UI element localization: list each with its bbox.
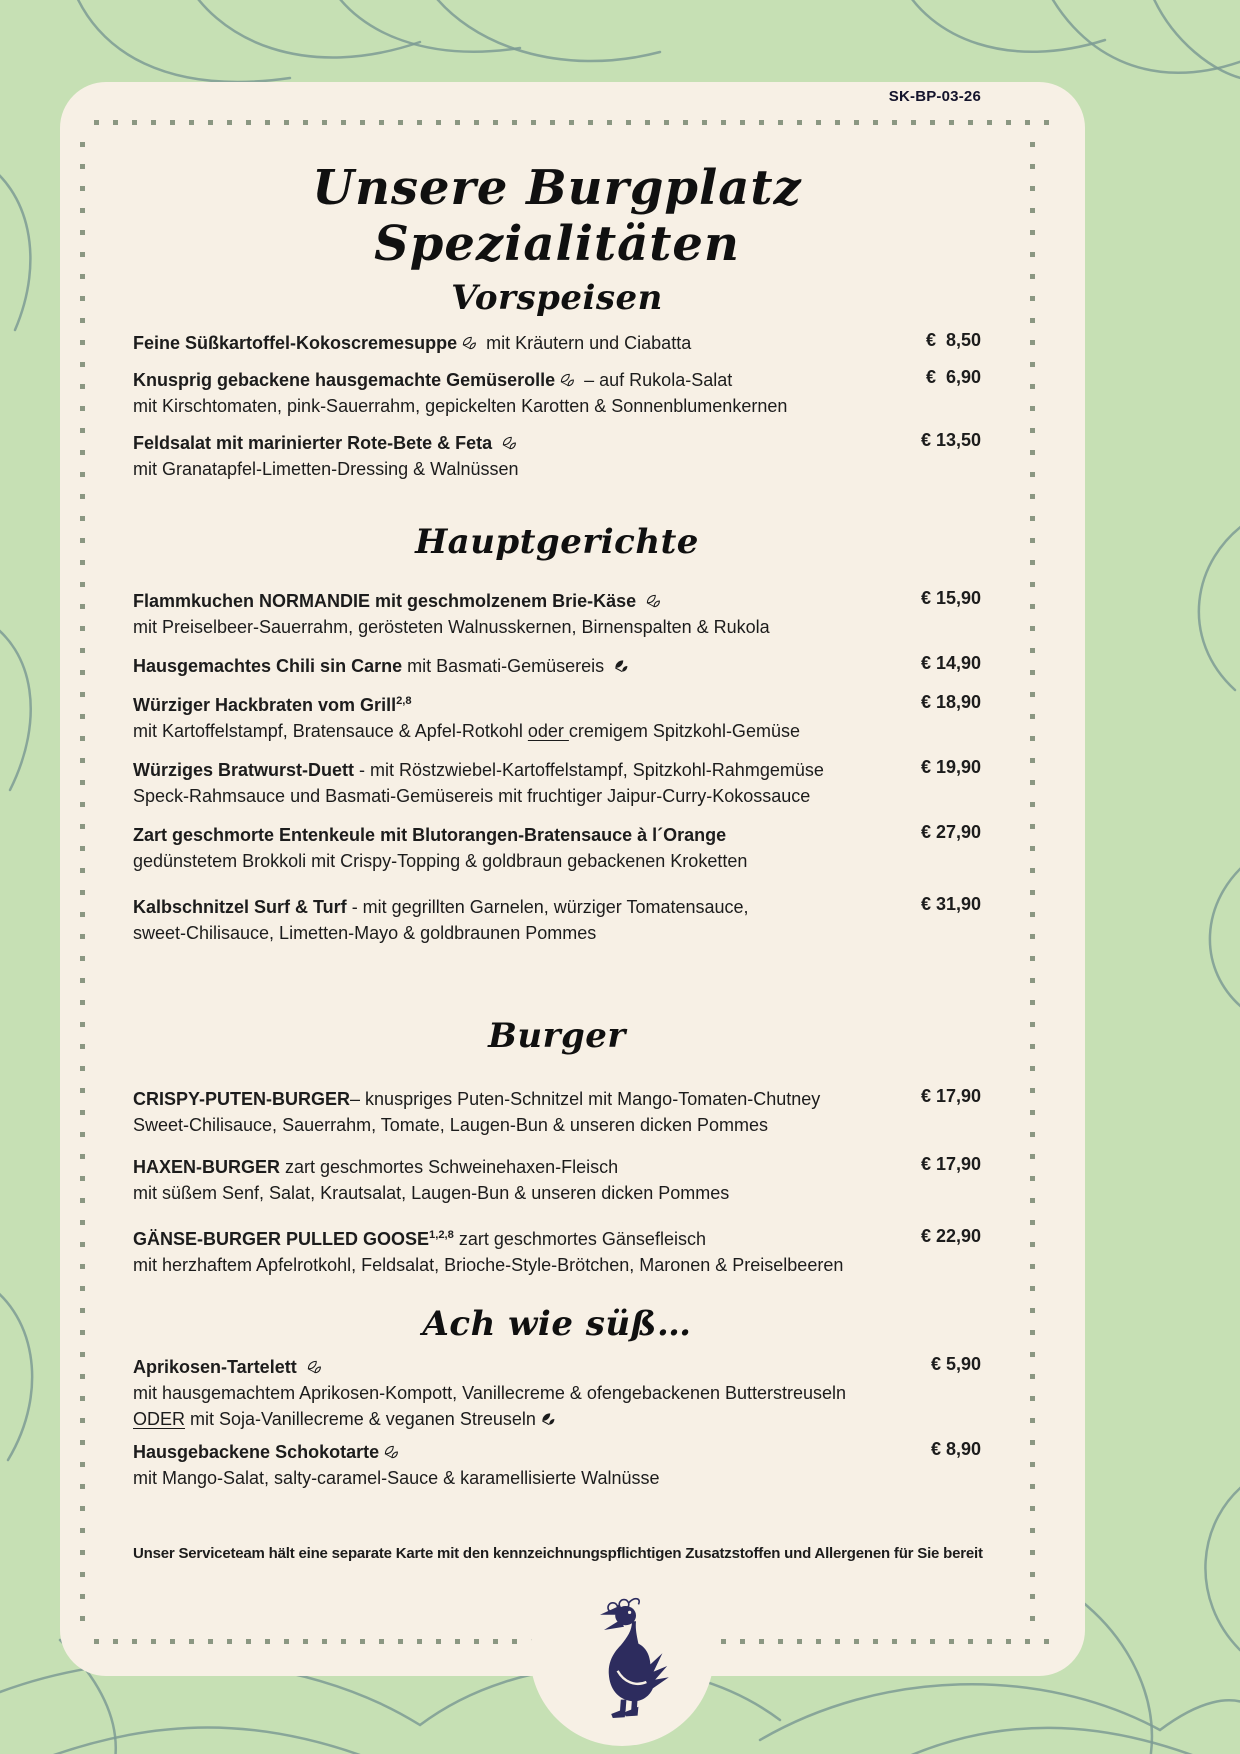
menu-item — [133, 1354, 981, 1432]
item-description: mit Granatapfel-Limetten-Dressing & Walnüssen — [133, 459, 519, 479]
item-description: mit Preiselbeer-Sauerrahm, gerösteten Walnusskernen, Birnenspalten & Rukola — [133, 617, 770, 637]
item-description: ODER mit Soja-Vanillecreme & veganen Streuseln — [133, 1406, 981, 1432]
leaf-filled-icon — [536, 1409, 560, 1429]
leaf-outline-icon — [379, 1442, 403, 1462]
menu-item — [133, 822, 981, 874]
item-description: mit süßem Senf, Salat, Krautsalat, Laugen-Bun & unseren dicken Pommes — [133, 1183, 730, 1203]
menu-item — [133, 1226, 981, 1278]
item-description: mit Kartoffelstampf, Bratensauce & Apfel-Rotkohl oder cremigem Spitzkohl-Gemüse — [133, 721, 800, 741]
menu-item — [133, 430, 981, 482]
item-title: CRISPY-PUTEN-BURGER– knuspriges Puten-Schnitzel mit Mango-Tomaten-Chutney — [133, 1089, 821, 1109]
item-price: € 15,90 — [920, 588, 981, 608]
item-title: Würziges Bratwurst-Duett - mit Röstzwiebel-Kartoffelstampf, Spitzkohl-Rahmgemüse — [133, 760, 824, 780]
dotted-border-left — [80, 142, 85, 1624]
menu-item — [133, 653, 981, 679]
item-price: € 19,90 — [920, 757, 981, 777]
section-heading: Ach wie süß… — [422, 1304, 692, 1344]
item-title: Flammkuchen NORMANDIE mit geschmolzenem Brie-Käse — [133, 588, 981, 614]
item-price: € 17,90 — [920, 1154, 981, 1174]
leaf-filled-icon — [609, 656, 633, 676]
menu-card — [60, 82, 1085, 1676]
section-heading: Hauptgerichte — [415, 522, 699, 562]
dotted-border-right — [1030, 142, 1035, 1624]
leaf-outline-icon — [555, 370, 579, 390]
item-title: Hausgemachtes Chili sin Carne mit Basmati-Gemüsereis — [133, 653, 981, 679]
menu-code: SK-BP-03-26 — [888, 88, 981, 105]
item-title: Feldsalat mit marinierter Rote-Bete & Feta — [133, 430, 981, 456]
item-title: Hausgebackene Schokotarte — [133, 1439, 981, 1465]
section-vorspeisen — [133, 278, 981, 482]
leaf-outline-icon — [302, 1357, 326, 1377]
dotted-border-top — [94, 120, 1051, 125]
allergen-notice: Unser Serviceteam hält eine separate Karte mit den kennzeichnungspflichtigen Zusatzstoffen und Allergenen für Sie bereit — [133, 1545, 983, 1562]
item-title: GÄNSE-BURGER PULLED GOOSE$^{1,2,8}$ zart geschmortes Gänsefleisch — [133, 1229, 706, 1249]
menu-title: Unsere Burgplatz Spezialitäten — [312, 160, 802, 272]
item-description: mit Kirschtomaten, pink-Sauerrahm, gepickelten Karotten & Sonnenblumenkernen — [133, 396, 788, 416]
item-price: € 8,50 — [925, 330, 981, 350]
item-title: Feine Süßkartoffel-Kokoscremesuppe mit Kräutern und Ciabatta — [133, 333, 692, 353]
item-price: € 5,90 — [930, 1354, 981, 1374]
item-price: € 8,90 — [930, 1439, 981, 1459]
item-description: sweet-Chilisauce, Limetten-Mayo & goldbraunen Pommes — [133, 923, 597, 943]
item-description: gedünstetem Brokkoli mit Crispy-Topping & goldbraun gebackenen Kroketten — [133, 851, 748, 871]
item-description: Sweet-Chilisauce, Sauerrahm, Tomate, Laugen-Bun & unseren dicken Pommes — [133, 1115, 769, 1135]
section-heading: Vorspeisen — [451, 278, 663, 318]
leaf-outline-icon — [457, 333, 481, 353]
item-price: € 6,90 — [925, 367, 981, 387]
item-price: € 14,90 — [920, 653, 981, 673]
leaf-outline-icon — [641, 591, 665, 611]
item-description: mit hausgemachtem Aprikosen-Kompott, Vanillecreme & ofengebackenen Butterstreuseln — [133, 1383, 847, 1403]
item-title: Aprikosen-Tartelett — [133, 1354, 981, 1380]
item-description: mit Mango-Salat, salty-caramel-Sauce & karamellisierte Walnüsse — [133, 1468, 660, 1488]
item-title: Kalbschnitzel Surf & Turf - mit gegrillten Garnelen, würziger Tomatensauce, — [133, 897, 749, 917]
menu-item — [133, 367, 981, 419]
item-title: Knusprig gebackene hausgemachte Gemüserolle – auf Rukola-Salat — [133, 370, 733, 390]
menu-item — [133, 1439, 981, 1491]
section-hauptgerichte — [133, 522, 981, 946]
menu-item — [133, 1154, 981, 1206]
item-title: Zart geschmorte Entenkeule mit Blutorangen-Bratensauce à l´Orange — [133, 825, 727, 845]
menu-item — [133, 330, 981, 356]
menu-item — [133, 588, 981, 640]
item-description: mit herzhaftem Apfelrotkohl, Feldsalat, Brioche-Style-Brötchen, Maronen & Preiselbeeren — [133, 1255, 844, 1275]
item-price: € 18,90 — [920, 692, 981, 712]
item-description: Speck-Rahmsauce und Basmati-Gemüsereis mit fruchtiger Jaipur-Curry-Kokossauce — [133, 786, 811, 806]
section-burger — [133, 1016, 981, 1278]
section-ach-wie-suess — [133, 1304, 981, 1491]
item-price: € 31,90 — [920, 894, 981, 914]
menu-item — [133, 757, 981, 809]
menu-item — [133, 894, 981, 946]
leaf-outline-icon — [497, 433, 521, 453]
goose-logo — [576, 1594, 672, 1722]
section-heading: Burger — [488, 1016, 626, 1056]
item-price: € 22,90 — [920, 1226, 981, 1246]
menu-item — [133, 692, 981, 744]
item-price: € 13,50 — [920, 430, 981, 450]
item-title: HAXEN-BURGER zart geschmortes Schweinehaxen-Fleisch — [133, 1157, 619, 1177]
item-price: € 27,90 — [920, 822, 981, 842]
item-price: € 17,90 — [920, 1086, 981, 1106]
menu-item — [133, 1086, 981, 1138]
menu-content — [133, 126, 981, 1498]
item-title: Würziger Hackbraten vom Grill$^{2,8}$ — [133, 695, 412, 715]
menu-sections — [133, 278, 981, 1491]
